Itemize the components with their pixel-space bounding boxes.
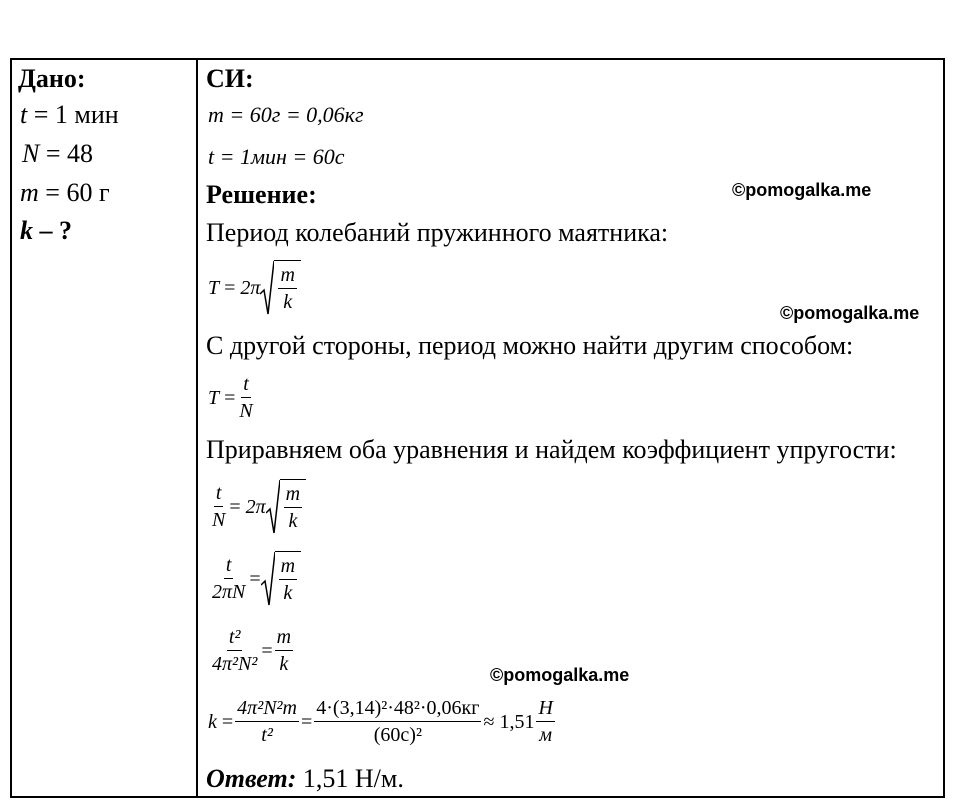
formula-divide: $\frac{t}{2\pi N}$ = $\frac{m}{k}$ — [208, 550, 301, 608]
formula-result: k = $\frac{\text{4π²N²m}}{\text{t²}}$ = $\frac{\text{4·(3,14)²·48²·0,06кг}}{\text{(60с)²}}$ ≈ 1,51 $\frac{Н}{м}$ — [208, 697, 553, 746]
watermark: ©pomogalka.me — [490, 665, 630, 685]
solution-text-1: Период колебаний пружинного маятника: — [206, 218, 669, 247]
solution-header: Решение: — [206, 180, 317, 209]
si-line-mass: m = 60г = 0,06кг — [208, 102, 364, 127]
given-item: N = 48 — [22, 139, 94, 168]
solution-text-2: С другой стороны, период можно найти другим способом: — [206, 331, 854, 360]
watermark: ©pomogalka.me — [732, 180, 872, 200]
answer: Ответ: 1,51 Н/м. — [206, 764, 404, 793]
solution-text-3: Приравняем оба уравнения и найдем коэффициент упругости: — [206, 435, 897, 464]
si-line-time: t = 1мин = 60с — [208, 144, 345, 169]
formula-period-spring: T = 2π $\frac{m}{k}$ — [208, 258, 301, 318]
table-frame — [10, 58, 945, 798]
formula-equate: $\frac{t}{N}$ = 2π $\frac{m}{k}$ — [208, 478, 306, 536]
watermark: ©pomogalka.me — [780, 303, 920, 323]
given-item: m = 60 г — [20, 178, 110, 207]
given-item: t = 1 мин — [20, 100, 119, 129]
formula-period-count: T = $\frac{t}{N}$ — [208, 373, 253, 422]
given-header: Дано: — [18, 64, 86, 93]
given-item: k – ? — [20, 216, 72, 245]
formula-squared: $\frac{\text{t²}}{\text{4π²N²}}$ = $\frac{m}{k}$ — [212, 626, 292, 675]
column-divider — [196, 58, 198, 798]
si-header: СИ: — [206, 64, 254, 93]
